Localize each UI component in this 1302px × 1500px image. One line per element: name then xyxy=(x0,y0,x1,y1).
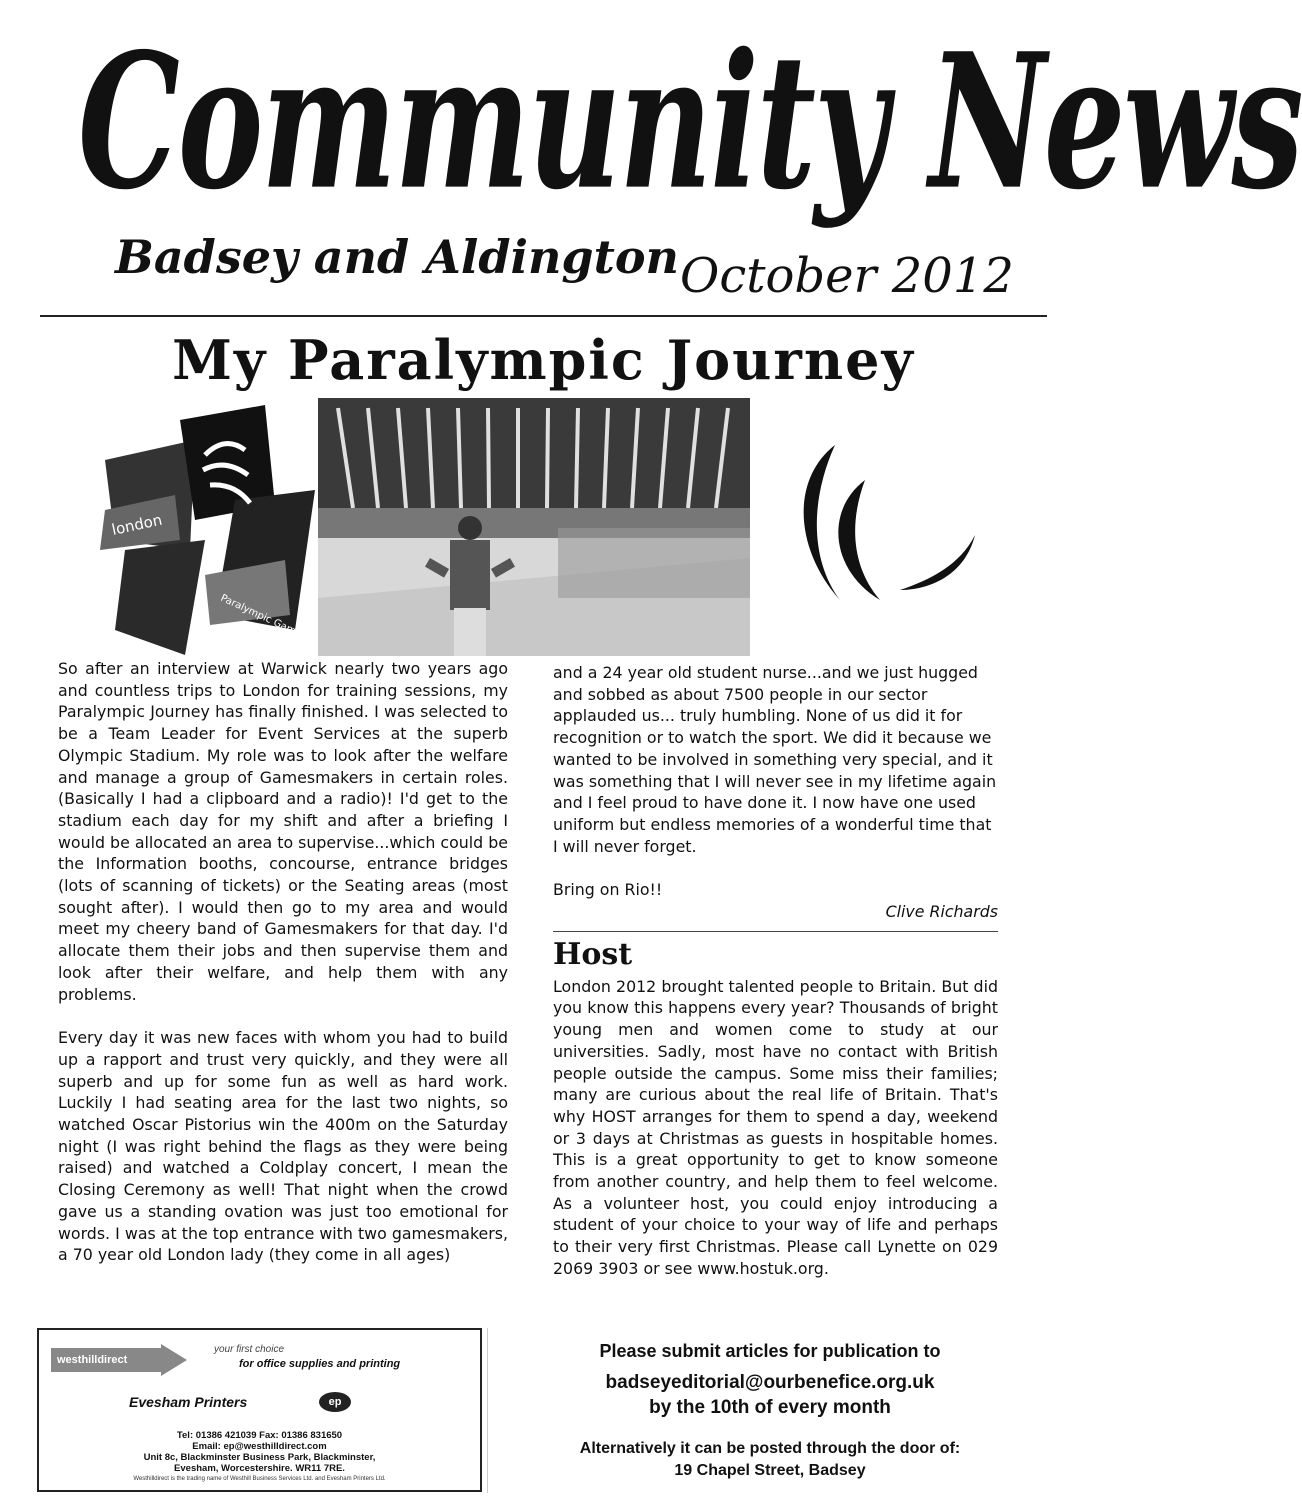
article-closing-line: Bring on Rio!! xyxy=(553,880,663,900)
section-divider xyxy=(553,931,998,932)
arrow-icon xyxy=(161,1344,187,1376)
article-paragraph: and a 24 year old student nurse...and we just hugged and sobbed as about 7500 people in our sector applauded us... truly humbling. None of us did it for recognition or to watch the sport. We did it because we wanted to be involved in something very special, and it was something that I will never see in my lifetime again and I feel proud to have done it. I now have one used uniform but endless memories of a wonderful time that I will never forget. xyxy=(553,663,997,856)
ad-tagline-secondary: for office supplies and printing xyxy=(239,1358,401,1370)
submission-heading: Please submit articles for publication to xyxy=(599,1341,941,1361)
submission-email: badseyeditorial@ourbenefice.org.uk xyxy=(605,1372,935,1393)
paralympic-agitos-icon xyxy=(770,440,980,610)
stadium-photo xyxy=(318,398,750,656)
ad-footer: Westhilldirect is the trading name of Westhill Business Services Ltd. and Evesham Printers Ltd. xyxy=(133,1476,386,1482)
article-column-right xyxy=(553,662,998,1280)
masthead-divider xyxy=(40,315,1047,317)
submission-deadline: by the 10th of every month xyxy=(649,1397,891,1418)
ad-company-name: Evesham Printers xyxy=(129,1394,248,1410)
ad-phone: Tel: 01386 421039 Fax: 01386 831650 xyxy=(176,1430,343,1441)
article-headline: My Paralympic Journey xyxy=(172,328,915,392)
masthead xyxy=(40,14,1302,310)
article-column-left xyxy=(58,658,508,1266)
newsletter-title: Community News xyxy=(78,14,1302,232)
article-paragraph: So after an interview at Warwick nearly two years ago and countless trips to London for training sessions, my Paralympic Journey has finally finished. I was selected to be a Team Leader for Event Services at the superb Olympic Stadium. My role was to look after the welfare and manage a group of Gamesmakers in certain roles. (Basically I had a clipboard and a radio)! I'd get to the stadium each day for my shift and after a briefing I would be allocated an area to supervise...which could be the Information booths, concourse, entrance bridges (lots of scanning of tickets) or the Seating areas (most sought after). I would then go to my area and would meet my cheery band of Gamesmakers for that day. I'd allocate them their jobs and then supervise them and look after their welfare, and help them with any problems. xyxy=(58,659,508,1004)
ad-tagline: your first choice xyxy=(214,1344,285,1355)
ad-address-line: Evesham, Worcestershire. WR11 7RE. xyxy=(174,1463,345,1474)
ad-email: Email: ep@westhilldirect.com xyxy=(192,1441,327,1452)
ad-address-line: Unit 8c, Blackminster Business Park, Blackminster, xyxy=(143,1452,376,1463)
host-section-body: London 2012 brought talented people to Britain. But did you know this happens every year? Thousands of bright young men and women come to study at our universities. Sadly, most have no contact with British people outside the campus. Some miss their families; many are curious about the real life of Britain. That's why HOST arranges for them to spend a day, weekend or 3 days at Christmas as guests in hospitable homes. This is a great opportunity to get to know someone from another country, and help them to feel welcome. As a volunteer host, you could enjoy introducing a student of your choice to your way of life and perhaps to their very first Christmas. Please call Lynette on 029 2069 3903 or see www.hostuk.org. xyxy=(553,976,998,1278)
newsletter-issue-date: October 2012 xyxy=(680,248,1014,304)
ad-contact-details xyxy=(39,1430,480,1474)
evesham-printers-advert xyxy=(37,1328,482,1492)
article-author: Clive Richards xyxy=(885,902,998,922)
logo-word-paralympic: Paralympic Games xyxy=(218,592,308,643)
article-paragraph: Every day it was new faces with whom you had to build up a rapport and trust very quickly, and they were all superb and up for some fun as well as hard work. Luckily I had seating area for the last two nights, so watched Oscar Pistorius win the 400m on the Saturday night (I was right behind the flags as they were being raised) and watched a Coldplay concert, I mean the Closing Ceremony as well! That night when the crowd gave us a standing ovation was just too emotional for words. I was at the top entrance with two gamesmakers, a 70 year old London lady (they come in all ages) xyxy=(58,1028,508,1265)
submission-alternative: Alternatively it can be posted through the door of: xyxy=(579,1440,961,1457)
host-section-title: Host xyxy=(553,936,633,972)
westhilldirect-logo: westhilldirect xyxy=(51,1348,161,1372)
submission-notice xyxy=(490,1338,1050,1482)
newsletter-location: Badsey and Aldington xyxy=(115,230,679,284)
ep-badge-icon: ep xyxy=(319,1392,351,1412)
submission-address: 19 Chapel Street, Badsey xyxy=(674,1462,866,1479)
footer-divider xyxy=(487,1328,488,1493)
london-2012-paralympic-logo xyxy=(85,400,315,655)
logo-word-london: london xyxy=(110,510,164,539)
